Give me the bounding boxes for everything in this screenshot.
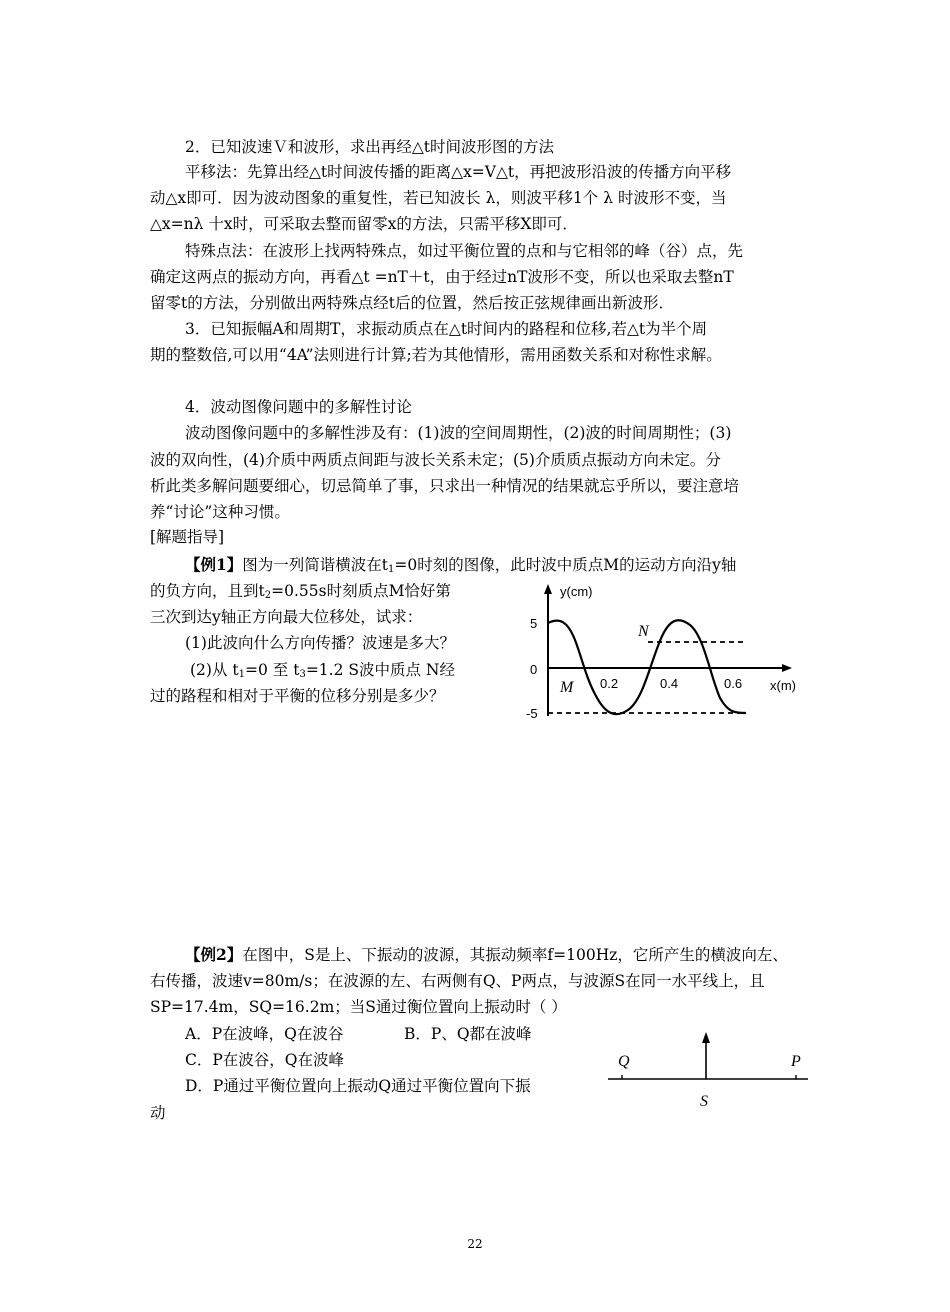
ex2-option-a: A．P在波峰，Q在波谷 <box>185 1025 344 1043</box>
ex1-l3: 三次到达y轴正方向最大位移处，试求： <box>150 608 423 626</box>
point-m-label: M <box>560 679 574 696</box>
y-axis-label: y(cm) <box>560 584 593 599</box>
ex2-l1: 【例2】在图中，S是上、下振动的波源，其振动频率f=100Hz，它所产生的横波向左、 <box>185 945 788 964</box>
ex2-option-b: B．P、Q都在波峰 <box>404 1025 532 1043</box>
page-number: 22 <box>467 1237 483 1251</box>
guide-heading: [解题指导] <box>150 528 225 546</box>
ex2-l3: SP=17.4m，SQ=16.2m；当S通过衡位置向上振动时（ ） <box>150 998 567 1016</box>
ex2-option-d-cont: 动 <box>150 1104 166 1122</box>
sec2-p1-l3: △x=nλ 十x时，可采取去整而留零x的方法，只需平移X即可． <box>150 215 578 233</box>
ex2-option-d: D．P通过平衡位置向上振动Q通过平衡位置向下振 <box>185 1077 531 1095</box>
sec4-l2: 波的双向性，(4)介质中两质点间距与波长关系未定；(5)介质质点振动方向未定。分 <box>150 451 721 469</box>
x-axis-arrow <box>782 664 792 672</box>
sec2-p2-l3: 留零t的方法，分别做出两特殊点经t后的位置，然后按正弦规律画出新波形． <box>150 294 674 312</box>
y-tick-neg5: -5 <box>526 706 538 720</box>
ex2-option-c: C．P在波谷，Q在波峰 <box>185 1051 344 1069</box>
sec4-l4: 养“讨论”这种习惯。 <box>150 503 290 521</box>
ex2-tag: 【例2】 <box>185 945 243 964</box>
sec2-p1-l1: 平移法：先算出经△t时间波传播的距离△x=V△t，再把波形沿波的传播方向平移 <box>185 163 732 181</box>
ex2-l2: 右传播，波速v=80m/s；在波源的左、右两侧有Q、P两点，与波源S在同一水平线上，且 <box>150 972 765 990</box>
point-n-label: N <box>638 623 649 640</box>
ex1-tag: 【例1】 <box>185 555 243 574</box>
sec4-l1: 波动图像问题中的多解性涉及有：(1)波的空间周期性，(2)波的时间周期性；(3) <box>185 424 732 442</box>
ex1-q2-l2: 过的路程和相对于平衡的位移分别是多少？ <box>150 687 445 705</box>
source-figure <box>608 1030 813 1110</box>
sec2-p2-l1: 特殊点法：在波形上找两特殊点，如过平衡位置的点和与它相邻的峰（谷）点，先 <box>185 242 744 260</box>
up-arrow-icon <box>702 1032 710 1043</box>
sec3-l1: 3．已知振幅A和周期T，求振动质点在△t时间内的路程和位移,若△t为半个周 <box>185 320 708 338</box>
sec2-p2-l2: 确定这两点的振动方向，再看△t =nT＋t，由于经过nT波形不变，所以也采取去整nT <box>150 268 734 286</box>
sec4-title: 4．波动图像问题中的多解性讨论 <box>185 398 412 416</box>
point-q-label: Q <box>618 1053 630 1070</box>
sec2-p1-l2: 动△x即可．因为波动图象的重复性，若已知波长 λ，则波平移1个 λ 时波形不变，当 <box>150 189 727 207</box>
y-tick-5: 5 <box>530 616 538 631</box>
x-tick-0.4: 0.4 <box>660 676 679 691</box>
sec3-l2: 期的整数倍,可以用“4A”法则进行计算;若为其他情形，需用函数关系和对称性求解。 <box>150 346 722 364</box>
x-tick-0.2: 0.2 <box>600 676 619 691</box>
x-axis-label: x(m) <box>770 678 796 693</box>
y-tick-0: 0 <box>530 662 538 677</box>
y-axis-arrow <box>544 584 552 594</box>
x-tick-0.6: 0.6 <box>724 676 743 691</box>
sec2-title: 2．已知波速Ｖ和波形，求出再经△t时间波形图的方法 <box>185 138 555 156</box>
ex1-l1: 【例1】图为一列简谐横波在$t_1=0$时刻的图像，此时波中质点M的运动方向沿y轴 <box>185 555 737 575</box>
sec4-l3: 析此类多解问题要细心，切忌简单了事，只求出一种情况的结果就忘乎所以，要注意培 <box>150 477 740 495</box>
ex1-q2: (2)从 $t_1=0$ 至 $t_3=1.2$ S波中质点 N经 <box>190 661 455 680</box>
wave-figure <box>520 580 800 720</box>
source-s-label: S <box>700 1093 708 1110</box>
ex1-l2: 的负方向，且到$t_2=0.55s$时刻质点M恰好第 <box>150 582 451 601</box>
point-p-label: P <box>791 1053 801 1070</box>
ex1-q1: (1)此波向什么方向传播？波速是多大？ <box>185 634 455 652</box>
